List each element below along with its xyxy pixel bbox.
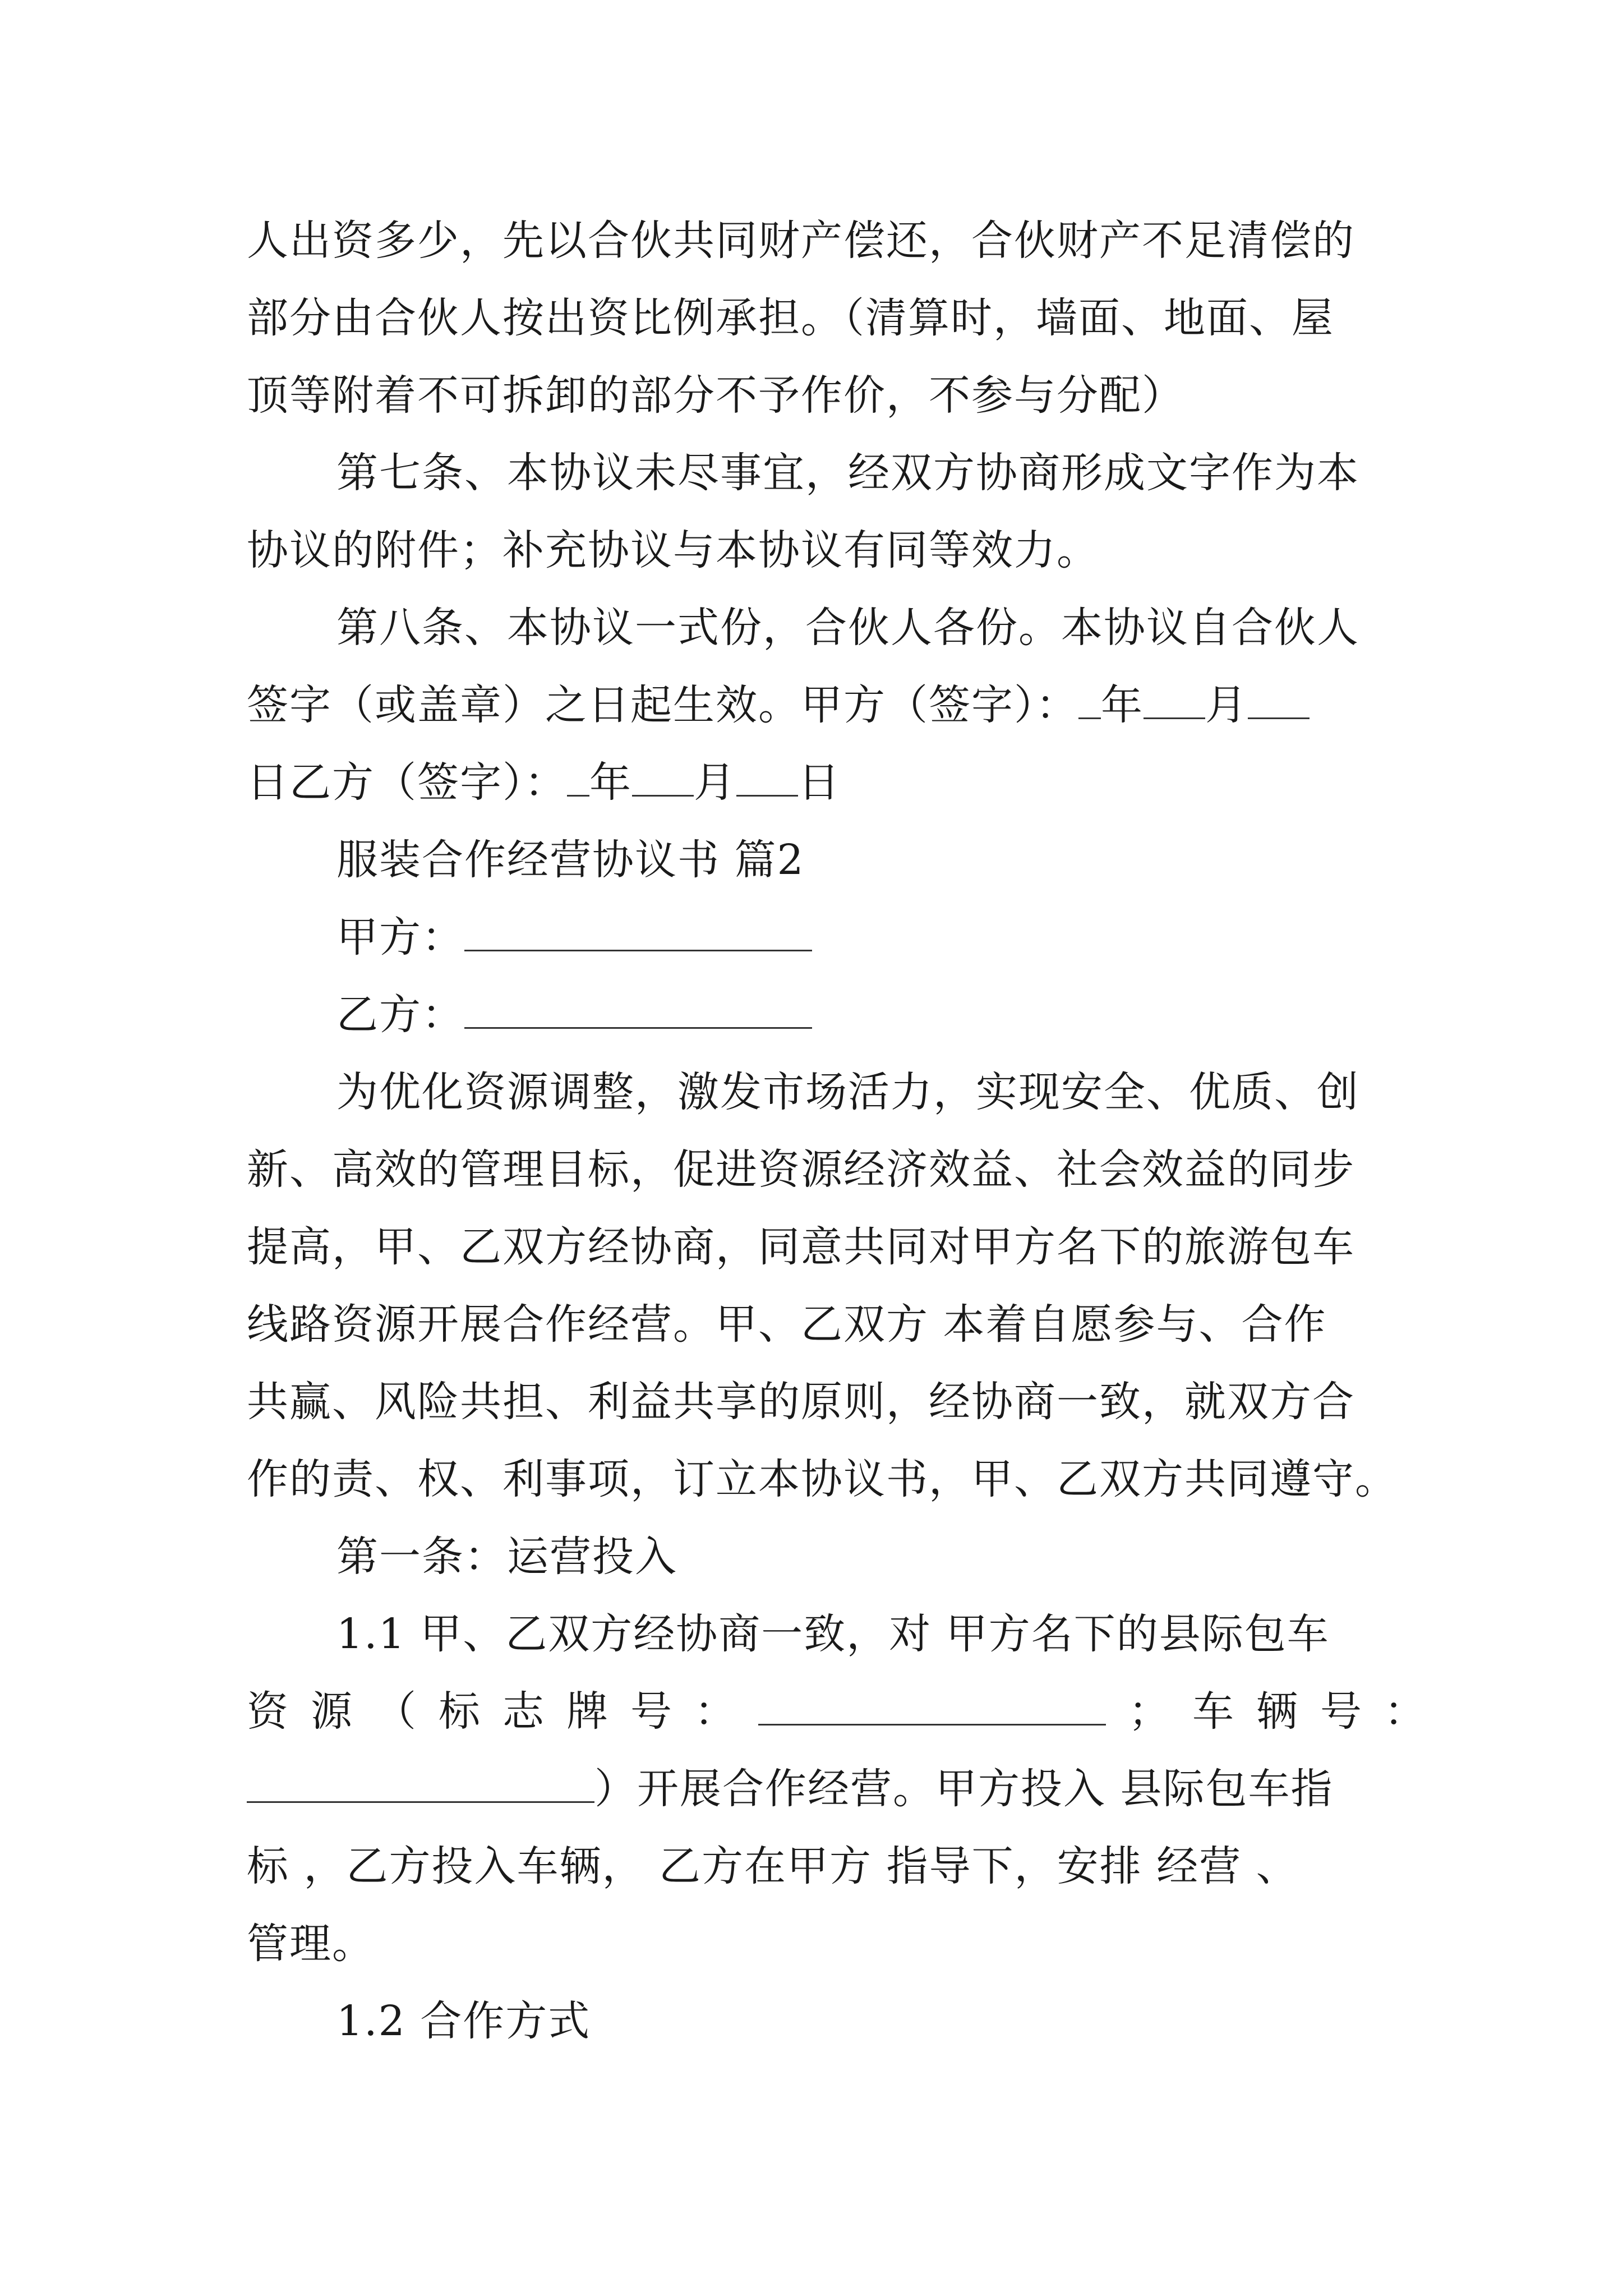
vehicle-number-blank bbox=[247, 1768, 594, 1803]
month-label: 月 bbox=[1205, 681, 1248, 729]
clause-text: 资源（标志牌号： bbox=[247, 1687, 758, 1736]
paragraph-line: 部分由合伙人按出资比例承担。（清算时，墙面、地面、屋 bbox=[247, 294, 1334, 342]
blank-line bbox=[1248, 684, 1310, 719]
section-title: 服装合作经营协议书 篇2 bbox=[336, 836, 805, 884]
intro-line: 共赢、风险共担、利益共享的原则，经协商一致，就双方合 bbox=[247, 1378, 1355, 1426]
intro-line: 线路资源开展合作经营。甲、乙双方 本着自愿参与、合作 bbox=[247, 1300, 1327, 1349]
clause-1-1-line: 1.1 甲、乙双方经协商一致，对 甲方名下的县际包车 bbox=[336, 1610, 1330, 1658]
party-a-label: 甲方： bbox=[336, 913, 464, 961]
blank-line bbox=[736, 761, 798, 797]
clause-text: ）开展合作经营。甲方投入 县际包车指 bbox=[594, 1765, 1334, 1813]
day-label: 日 bbox=[798, 758, 841, 807]
article-7-line: 第七条、本协议未尽事宜，经双方协商形成文字作为本 bbox=[336, 449, 1359, 497]
article-8-signature-line bbox=[247, 666, 1310, 744]
plate-number-blank bbox=[758, 1690, 1106, 1726]
paragraph-line: 人出资多少，先以合伙共同财产偿还，合伙财产不足清偿的 bbox=[247, 217, 1355, 265]
signature-text: 签字（或盖章）之日起生效。甲方（签字）： bbox=[247, 681, 1078, 729]
paragraph-line: 顶等附着不可拆卸的部分不予作价，不参与分配） bbox=[247, 371, 1184, 420]
clause-1-1-line: 管理。 bbox=[247, 1920, 375, 1968]
intro-line: 新、高效的管理目标，促进资源经济效益、社会效益的同步 bbox=[247, 1145, 1355, 1194]
clause-1-2-title: 1.2 合作方式 bbox=[336, 1997, 591, 2045]
year-label: 年 bbox=[589, 758, 632, 807]
blank-line bbox=[567, 761, 589, 797]
article-7-line: 协议的附件；补充协议与本协议有同等效力。 bbox=[247, 526, 1099, 574]
year-label: 年 bbox=[1101, 681, 1144, 729]
month-label: 月 bbox=[694, 758, 736, 807]
party-b-label: 乙方： bbox=[336, 991, 464, 1039]
article-8-signature-line bbox=[247, 744, 841, 821]
clause-text: ；车辆号： bbox=[1128, 1687, 1448, 1736]
party-a-line bbox=[336, 899, 812, 976]
intro-line: 作的责、权、利事项，订立本协议书，甲、乙双方共同遵守。 bbox=[247, 1455, 1398, 1503]
intro-line: 为优化资源调整，激发市场活力，实现安全、优质、创 bbox=[336, 1068, 1359, 1116]
article-1-title: 第一条：运营投入 bbox=[336, 1533, 677, 1581]
clause-1-1-line bbox=[247, 1673, 1448, 1750]
blank-line bbox=[1078, 684, 1101, 719]
signature-text: 日乙方（签字）： bbox=[247, 758, 567, 807]
blank-line bbox=[632, 761, 694, 797]
blank-line bbox=[1144, 684, 1205, 719]
intro-line: 提高，甲、乙双方经协商，同意共同对甲方名下的旅游包车 bbox=[247, 1223, 1355, 1271]
party-b-line bbox=[336, 976, 812, 1053]
party-a-blank bbox=[464, 916, 812, 951]
party-b-blank bbox=[464, 993, 812, 1029]
clause-1-1-line: 标 ，乙方投入车辆， 乙方在甲方 指导下，安排 经营 、 bbox=[247, 1842, 1299, 1890]
article-8-line: 第八条、本协议一式份，合伙人各份。本协议自合伙人 bbox=[336, 604, 1359, 652]
clause-1-1-line bbox=[247, 1750, 1334, 1828]
